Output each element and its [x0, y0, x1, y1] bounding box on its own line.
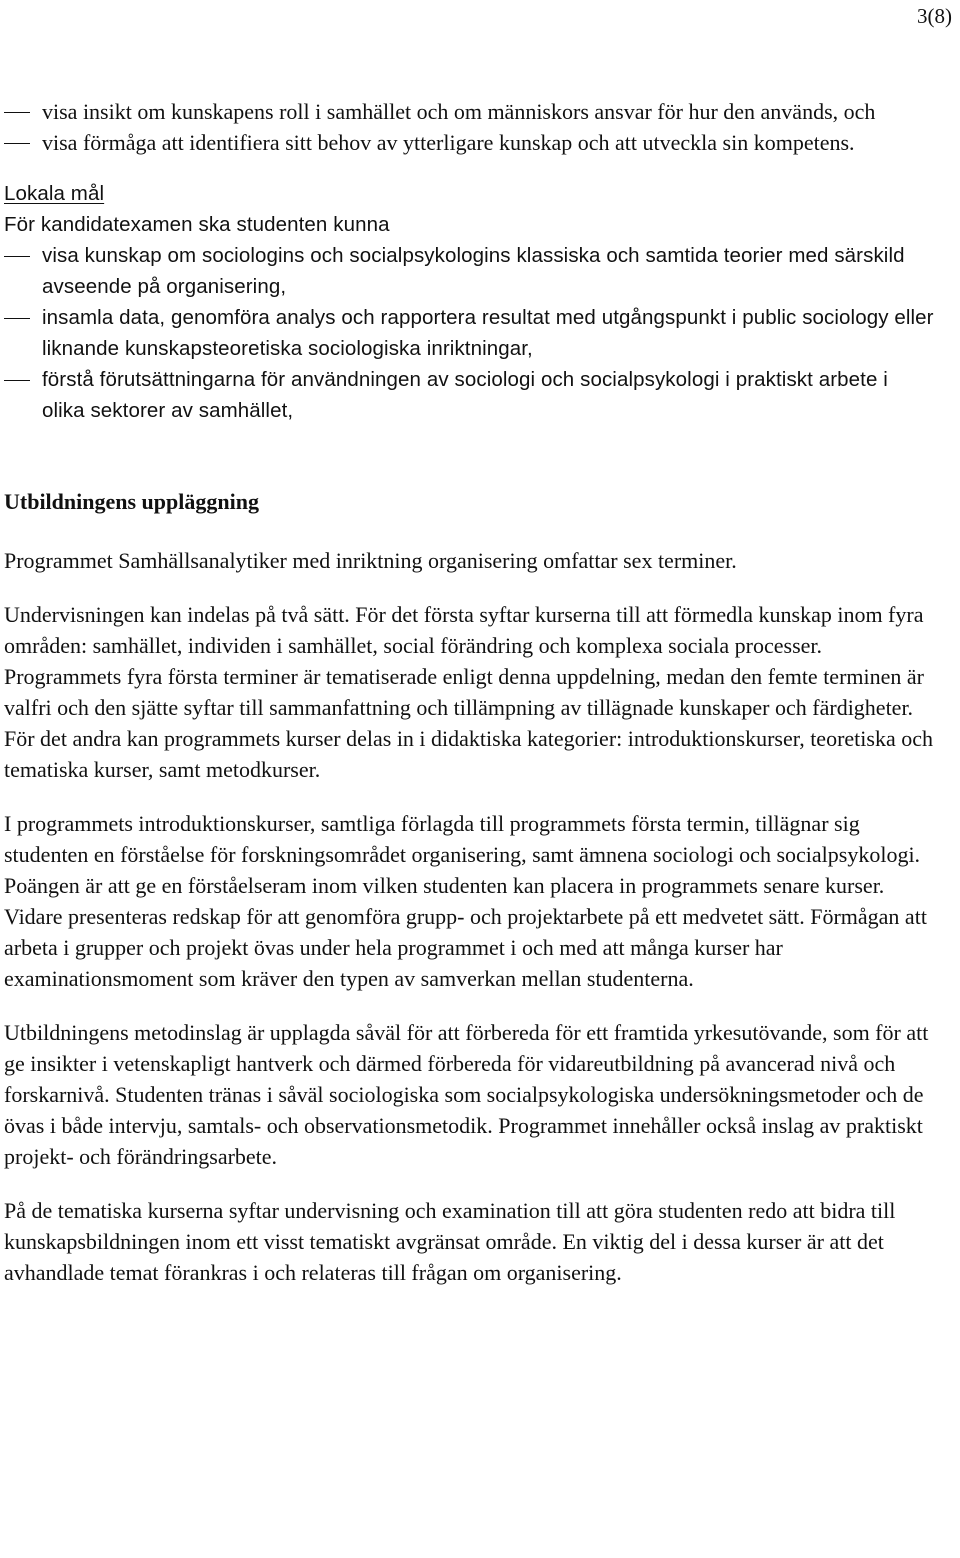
- page-number: 3(8): [917, 4, 952, 28]
- list-item: visa förmåga att identifiera sitt behov av ytterligare kunskap och att utveckla sin kompetens.: [4, 127, 934, 158]
- paragraph: Undervisningen kan indelas på två sätt. För det första syftar kurserna till att förmedla kunskap inom fyra områden: samhället, individen i samhället, social förändring och komplexa sociala processer. Programmets fyra första terminer är tematiserade enligt denna uppdelning, medan den femte terminen är valfri och den sjätte syftar till sammanfattning och tillämpning av tillägnade kunskaper och färdigheter. För det andra kan programmets kurser delas in i didaktiska kategorier: introduktionskurser, teoretiska och tematiska kurser, samt metodkurser.: [4, 602, 933, 782]
- list-item: förstå förutsättningarna för användningen av sociologi och socialpsykologi i praktiskt arbete i olika sektorer av samhället,: [4, 364, 934, 426]
- paragraph: I programmets introduktionskurser, samtliga förlagda till programmets första termin, tillägnar sig studenten en förståelse för forskningsområdet organisering, samt ämnena sociologi och socialpsykologi. Poängen är att ge en förståelseram inom vilken studenten kan placera in programmets senare kurser. Vidare presenteras redskap för att genomföra grupp- och projektarbete på ett medvetet sätt. Förmågan att arbeta i grupper och projekt övas under hela programmet i och med att många kurser har examinationsmoment som kräver den typen av samverkan mellan studenterna.: [4, 811, 927, 991]
- top-bullet-list: [4, 96, 934, 158]
- local-goals-title: Lokala mål: [4, 182, 105, 205]
- section-heading: Utbildningens uppläggning: [4, 489, 259, 514]
- local-goals-intro: För kandidatexamen ska studenten kunna: [4, 213, 390, 236]
- paragraph: På de tematiska kurserna syftar undervisning och examination till att göra studenten redo att bidra till kunskapsbildningen inom ett visst tematiskt avgränsat område. En viktig del i dessa kurser är att det avhandlade temat förankras i och relateras till frågan om organisering.: [4, 1198, 896, 1285]
- list-item: visa insikt om kunskapens roll i samhället och om människors ansvar för hur den används, och: [4, 96, 934, 127]
- local-goals-section: [4, 178, 934, 426]
- paragraph: Programmet Samhällsanalytiker med inriktning organisering omfattar sex terminer.: [4, 548, 737, 573]
- paragraph: Utbildningens metodinslag är upplagda såväl för att förbereda för ett framtida yrkesutövande, som för att ge insikter i vetenskapligt hantverk och därmed förbereda för vidareutbildning på avancerad nivå och forskarnivå. Studenten tränas i såväl sociologiska som socialpsykologiska undersökningsmetoder och de övas i både intervju, samtals- och observationsmetodik. Programmet innehåller också inslag av praktiskt projekt- och förändringsarbete.: [4, 1020, 929, 1169]
- document-body: [4, 96, 934, 1288]
- list-item: visa kunskap om sociologins och socialpsykologins klassiska och samtida teorier med särskild avseende på organisering,: [4, 240, 934, 302]
- list-item: insamla data, genomföra analys och rapportera resultat med utgångspunkt i public sociology eller liknande kunskapsteoretiska sociologiska inriktningar,: [4, 302, 934, 364]
- local-goals-list: [4, 240, 934, 426]
